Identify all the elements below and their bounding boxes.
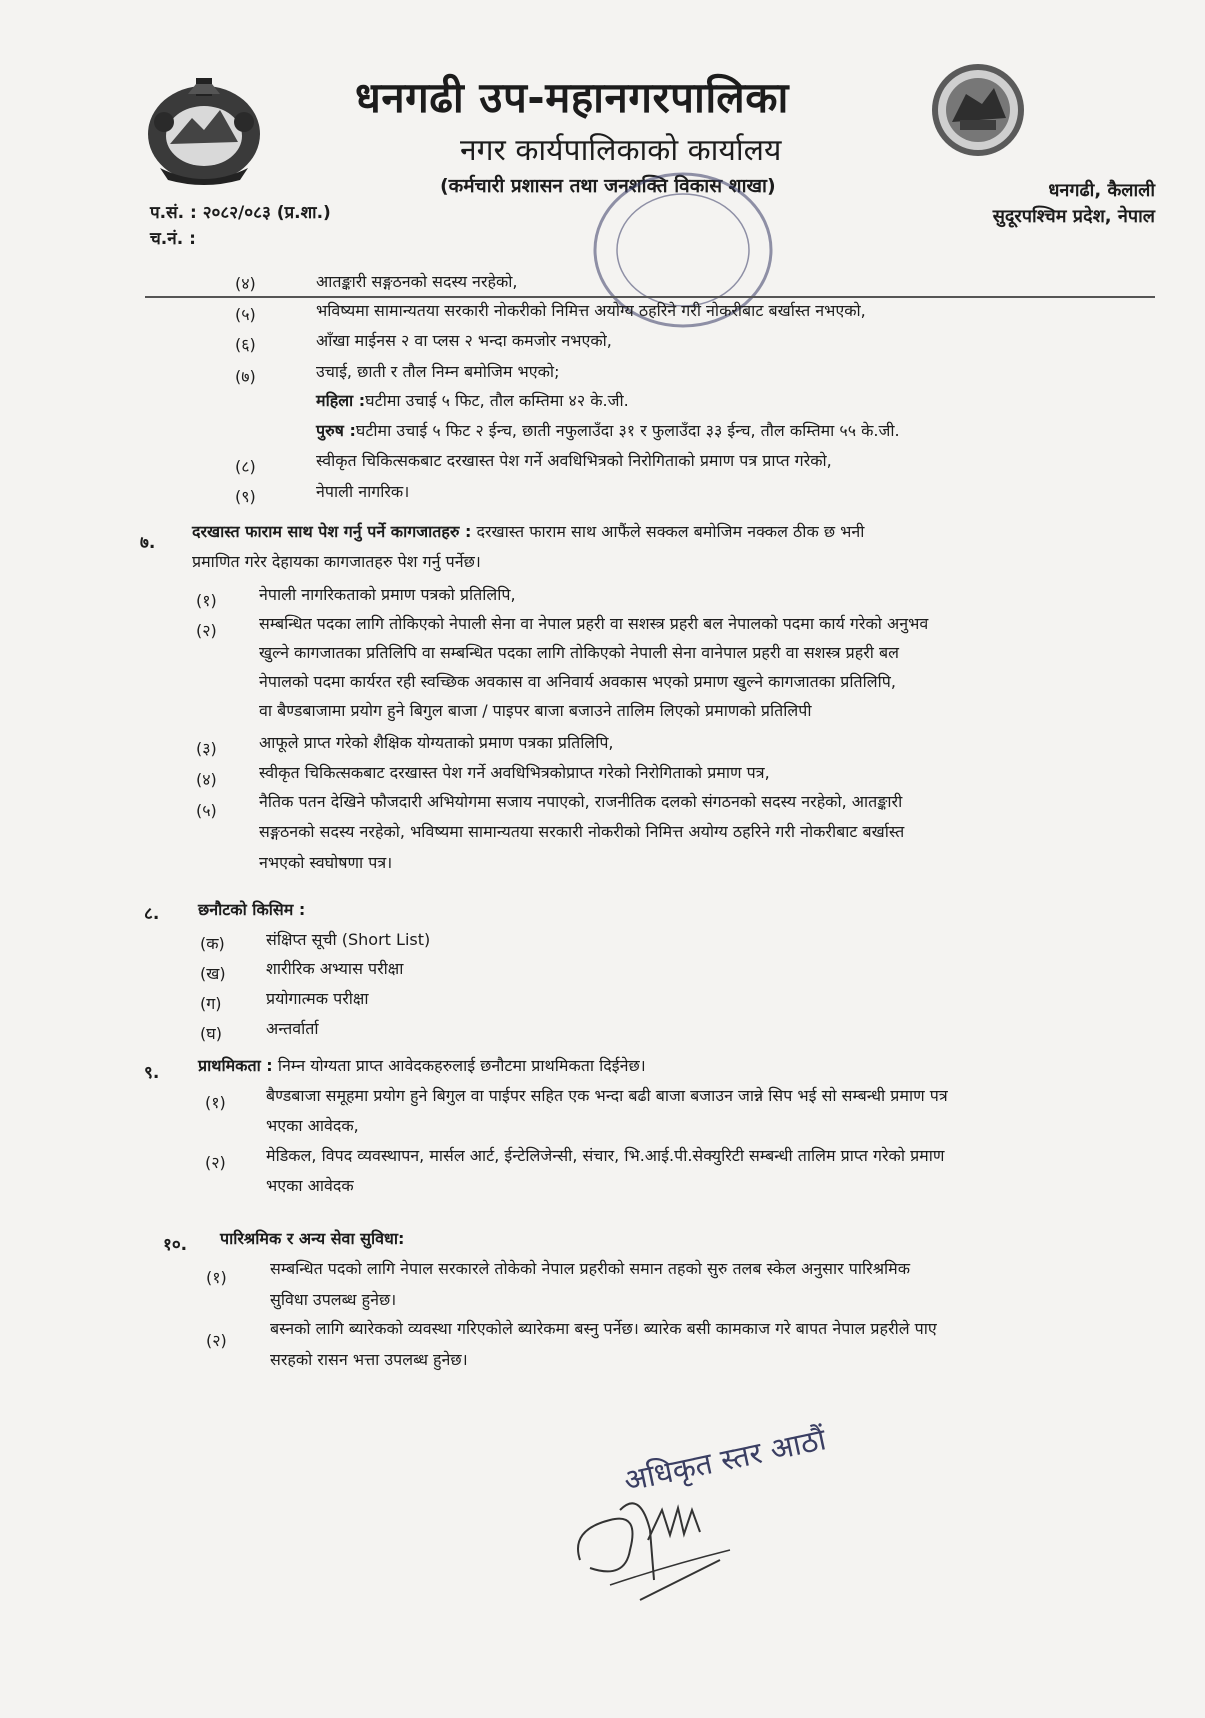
list-item-continued: नेपालको पदमा कार्यरत रही स्वच्छिक अवकास वा अनिवार्य अवकास भएको प्रमाण खुल्ने कागजातका प्रतिलिपि, xyxy=(259,672,896,691)
header-divider xyxy=(145,296,1155,298)
list-item: नेपाली नागरिकताको प्रमाण पत्रको प्रतिलिपि, xyxy=(259,585,516,604)
dispatch-number: च.नं. : xyxy=(150,229,196,249)
section-number: १०. xyxy=(163,1235,188,1255)
address-line-2: सुदूरपश्चिम प्रदेश, नेपाल xyxy=(992,206,1155,227)
list-item-continued: भएका आवेदक, xyxy=(266,1116,359,1135)
list-number: (घ) xyxy=(200,1024,222,1043)
signature xyxy=(570,1490,930,1700)
list-item: नेपाली नागरिक। xyxy=(316,482,410,501)
list-item-continued: वा बैण्डबाजामा प्रयोग हुने बिगुल बाजा / पाइपर बाजा बजाउने तालिम लिएको प्रमाणको प्रतिलिपी xyxy=(259,701,812,720)
list-number: (४) xyxy=(235,274,256,293)
list-number: (१) xyxy=(205,1093,226,1112)
list-item: बैण्डबाजा समूहमा प्रयोग हुने बिगुल वा पाईपर सहित एक भन्दा बढी बाजा बजाउन जान्ने सिप भई सो सम्बन्धी प्रमाण पत्र xyxy=(266,1086,948,1105)
female-label: महिला : xyxy=(316,391,366,410)
list-item: स्वीकृत चिकित्सकबाट दरखास्त पेश गर्ने अवधिभित्रको निरोगिताको प्रमाण पत्र प्राप्त गरेको, xyxy=(316,451,832,470)
list-item: नैतिक पतन देखिने फौजदारी अभियोगमा सजाय नपाएको, राजनीतिक दलको संगठनको सदस्य नरहेको, आतङ्कारी xyxy=(259,792,903,811)
section-intro-continued: प्रमाणित गरेर देहायका कागजातहरु पेश गर्नु पर्नेछ। xyxy=(192,552,481,571)
list-number: (६) xyxy=(235,335,256,354)
list-item: संक्षिप्त सूची (Short List) xyxy=(266,930,431,949)
office-subtitle: नगर कार्यपालिकाको कार्यालय xyxy=(460,133,782,168)
list-item xyxy=(316,390,629,411)
list-item: सम्बन्धित पदको लागि नेपाल सरकारले तोकेको नेपाल प्रहरीको समान तहको सुरु तलब स्केल अनुसार पारिश्रमिक xyxy=(270,1259,911,1278)
branch-name: (कर्मचारी प्रशासन तथा जनशक्ति विकास शाखा) xyxy=(440,175,776,197)
list-item: प्रयोगात्मक परीक्षा xyxy=(266,989,369,1008)
signature-designation: अधिकृत स्तर आठौं xyxy=(621,1422,830,1500)
list-item: बस्नको लागि ब्यारेकको व्यवस्था गरिएकोले ब्यारेकमा बस्नु पर्नेछ। ब्यारेक बसी कामकाज गरे बापत नेपाल प्रहरीले पाए xyxy=(270,1319,937,1338)
list-number: (२) xyxy=(206,1331,227,1350)
list-number: (३) xyxy=(196,739,217,758)
office-title: धनगढी उप-महानगरपालिका xyxy=(355,73,789,122)
list-number: (५) xyxy=(235,305,256,324)
list-number: (७) xyxy=(235,367,256,386)
section-7-intro xyxy=(192,521,864,542)
section-number: ८. xyxy=(144,904,160,924)
list-number: (९) xyxy=(235,487,256,506)
list-item xyxy=(316,420,900,441)
section-number: ९. xyxy=(144,1063,160,1083)
section-heading: प्राथमिकता : xyxy=(198,1056,273,1075)
nepal-emblem-icon xyxy=(140,72,268,190)
list-item-continued: नभएको स्वघोषणा पत्र। xyxy=(259,853,393,872)
address-line-1: धनगढी, कैलाली xyxy=(1048,180,1155,201)
list-item-continued: सुविधा उपलब्ध हुनेछ। xyxy=(270,1290,397,1309)
list-number: (क) xyxy=(200,934,225,953)
reference-number: प.सं. : २०८२/०८३ (प्र.शा.) xyxy=(150,203,331,223)
list-item: स्वीकृत चिकित्सकबाट दरखास्त पेश गर्ने अवधिभित्रकोप्राप्त गरेको निरोगिताको प्रमाण पत्र, xyxy=(259,763,770,782)
list-number: (ग) xyxy=(200,994,222,1013)
list-number: (८) xyxy=(235,457,256,476)
section-intro: निम्न योग्यता प्राप्त आवेदकहरुलाई छनौटमा प्राथमिकता दिईनेछ। xyxy=(277,1056,646,1075)
list-item-continued: भएका आवेदक xyxy=(266,1176,354,1195)
list-number: (ख) xyxy=(200,964,226,983)
list-number: (४) xyxy=(196,770,217,789)
section-number: ७. xyxy=(140,533,156,553)
list-item: आतङ्कारी सङ्गठनको सदस्य नरहेको, xyxy=(316,272,518,291)
female-criteria: घटीमा उचाई ५ फिट, तौल कम्तिमा ४२ के.जी. xyxy=(365,391,629,410)
list-item: सम्बन्धित पदका लागि तोकिएको नेपाली सेना वा नेपाल प्रहरी वा सशस्त्र प्रहरी बल नेपालको पदमा कार्य गरेको अनुभव xyxy=(259,614,929,633)
list-item-continued: सरहको रासन भत्ता उपलब्ध हुनेछ। xyxy=(270,1350,468,1369)
male-criteria: घटीमा उचाई ५ फिट २ ईन्च, छाती नफुलाउँदा ३१ र फुलाउँदा ३३ ईन्च, तौल कम्तिमा ५५ के.जी. xyxy=(355,421,900,440)
list-item: मेडिकल, विपद व्यवस्थापन, मार्सल आर्ट, ईन्टेलिजेन्सी, संचार, भि.आई.पी.सेक्युरिटी सम्बन्धी तालिम प्राप्त गरेको प्रमाण xyxy=(266,1146,945,1165)
list-item: अन्तर्वार्ता xyxy=(266,1019,319,1038)
list-item-continued: खुल्ने कागजातका प्रतिलिपि वा सम्बन्धित पदका लागि तोकिएको नेपाली सेना वानेपाल प्रहरी वा सशस्त्र प्रहरी बल xyxy=(259,643,900,662)
municipality-logo-icon xyxy=(928,60,1028,160)
section-heading: दरखास्त फाराम साथ पेश गर्नु पर्ने कागजातहरु : xyxy=(192,522,472,541)
section-intro: दरखास्त फाराम साथ आफैंले सक्कल बमोजिम नक्कल ठीक छ भनी xyxy=(476,522,865,541)
list-number: (२) xyxy=(196,621,217,640)
list-number: (५) xyxy=(196,801,217,820)
section-9-intro xyxy=(198,1055,646,1076)
male-label: पुरुष : xyxy=(316,421,356,440)
list-number: (१) xyxy=(206,1268,227,1287)
list-item: शारीरिक अभ्यास परीक्षा xyxy=(266,959,404,978)
list-item: आफूले प्राप्त गरेको शैक्षिक योग्यताको प्रमाण पत्रका प्रतिलिपि, xyxy=(259,733,614,752)
list-item: उचाई, छाती र तौल निम्न बमोजिम भएको; xyxy=(316,362,560,381)
list-item: भविष्यमा सामान्यतया सरकारी नोकरीको निमित्त अयोग्य ठहरिने गरी नोकरीबाट बर्खास्त नभएको, xyxy=(316,301,866,320)
list-number: (२) xyxy=(205,1153,226,1172)
list-item: आँखा माईनस २ वा प्लस २ भन्दा कमजोर नभएको, xyxy=(316,331,612,350)
list-number: (१) xyxy=(196,591,217,610)
section-heading: पारिश्रमिक र अन्य सेवा सुविधा: xyxy=(220,1229,405,1248)
section-heading: छनौटको किसिम : xyxy=(198,900,306,919)
list-item-continued: सङ्गठनको सदस्य नरहेको, भविष्यमा सामान्यतया सरकारी नोकरीको निमित्त अयोग्य ठहरिने गरी नोकरीबाट बर्खास्त xyxy=(259,822,905,841)
